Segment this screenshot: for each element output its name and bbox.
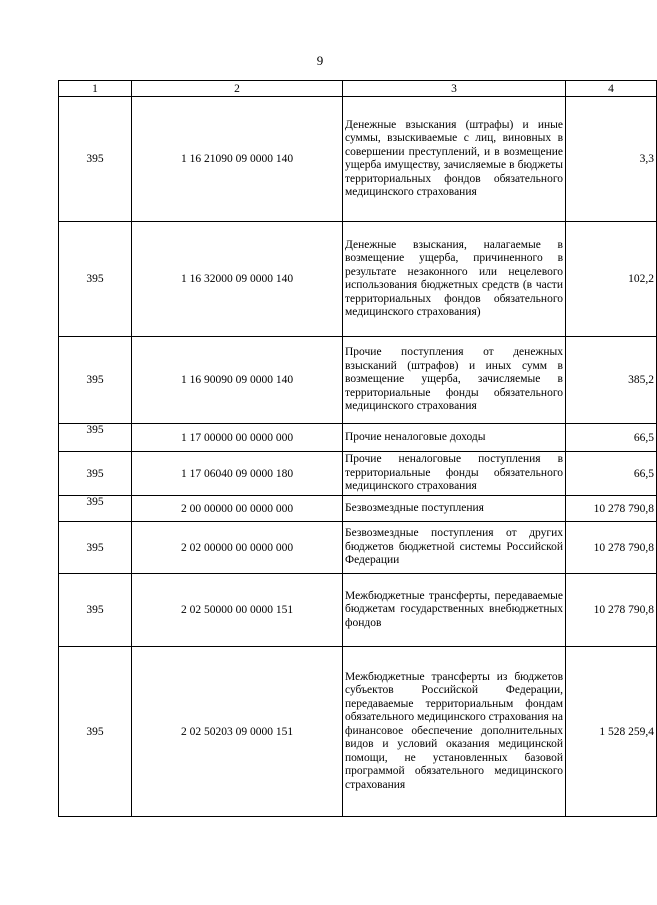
budget-code-cell: 2 02 00000 00 0000 000 [132,522,343,574]
budget-code-cell: 1 16 21090 09 0000 140 [132,97,343,222]
table-row [59,522,657,574]
amount-cell: 10 278 790,8 [566,574,657,647]
admin-code-cell: 395 [59,522,132,574]
budget-code-cell: 2 02 50000 00 0000 151 [132,574,343,647]
amount-cell: 66,5 [566,452,657,496]
table-row [59,496,657,522]
column-header-2: 2 [132,81,343,97]
table-row [59,452,657,496]
admin-code-cell: 395 [59,452,132,496]
table-row [59,424,657,452]
column-header-3: 3 [343,81,566,97]
budget-code-cell: 1 17 00000 00 0000 000 [132,424,343,452]
revenue-name-cell: Прочие поступления от денежных взысканий (штрафов) и иных сумм в возмещение ущерба, зачисляемые в территориальные фонды обязательного медицинского страхования [343,337,566,424]
admin-code-cell: 395 [59,97,132,222]
revenue-name-cell: Безвозмездные поступления [343,496,566,522]
admin-code-cell: 395 [59,222,132,337]
amount-cell: 1 528 259,4 [566,647,657,817]
budget-code-cell: 1 16 32000 09 0000 140 [132,222,343,337]
page-number: 9 [316,53,324,68]
amount-cell: 102,2 [566,222,657,337]
admin-code-cell: 395 [59,647,132,817]
revenue-name-cell: Межбюджетные трансферты, передаваемые бюджетам государственных внебюджетных фондов [343,574,566,647]
table-row [59,574,657,647]
budget-code-cell: 2 02 50203 09 0000 151 [132,647,343,817]
table-row [59,647,657,817]
admin-code-cell: 395 [59,337,132,424]
revenue-name-cell: Безвозмездные поступления от других бюджетов бюджетной системы Российской Федерации [343,522,566,574]
column-header-4: 4 [566,81,657,97]
revenue-table [58,80,657,817]
revenue-name-cell: Прочие неналоговые поступления в территориальные фонды обязательного медицинского страхования [343,452,566,496]
admin-code-cell: 395 [59,496,132,522]
admin-code-cell: 395 [59,424,132,452]
revenue-name-cell: Денежные взыскания, налагаемые в возмещение ущерба, причиненного в результате незаконного или нецелевого использования бюджетных средств (в части территориальных фондов обязательного медицинского страхования) [343,222,566,337]
table-row [59,337,657,424]
revenue-name-cell: Денежные взыскания (штрафы) и иные суммы, взыскиваемые с лиц, виновных в совершении преступлений, и в возмещение ущерба имуществу, зачисляемые в бюджеты территориальных фондов обязательного медицинского страхования [343,97,566,222]
budget-code-cell: 1 17 06040 09 0000 180 [132,452,343,496]
amount-cell: 10 278 790,8 [566,522,657,574]
admin-code-cell: 395 [59,574,132,647]
amount-cell: 385,2 [566,337,657,424]
revenue-name-cell: Прочие неналоговые доходы [343,424,566,452]
budget-code-cell: 2 00 00000 00 0000 000 [132,496,343,522]
budget-code-cell: 1 16 90090 09 0000 140 [132,337,343,424]
table-row [59,222,657,337]
table-header-row [59,81,657,97]
revenue-name-cell: Межбюджетные трансферты из бюджетов субъектов Российской Федерации, передаваемые территориальным фондам обязательного медицинского страхования на финансовое обеспечение дополнительных видов и условий оказания медицинской помощи, не установленных базовой программой обязательного медицинского страхования [343,647,566,817]
table-row [59,97,657,222]
amount-cell: 66,5 [566,424,657,452]
amount-cell: 10 278 790,8 [566,496,657,522]
amount-cell: 3,3 [566,97,657,222]
column-header-1: 1 [59,81,132,97]
